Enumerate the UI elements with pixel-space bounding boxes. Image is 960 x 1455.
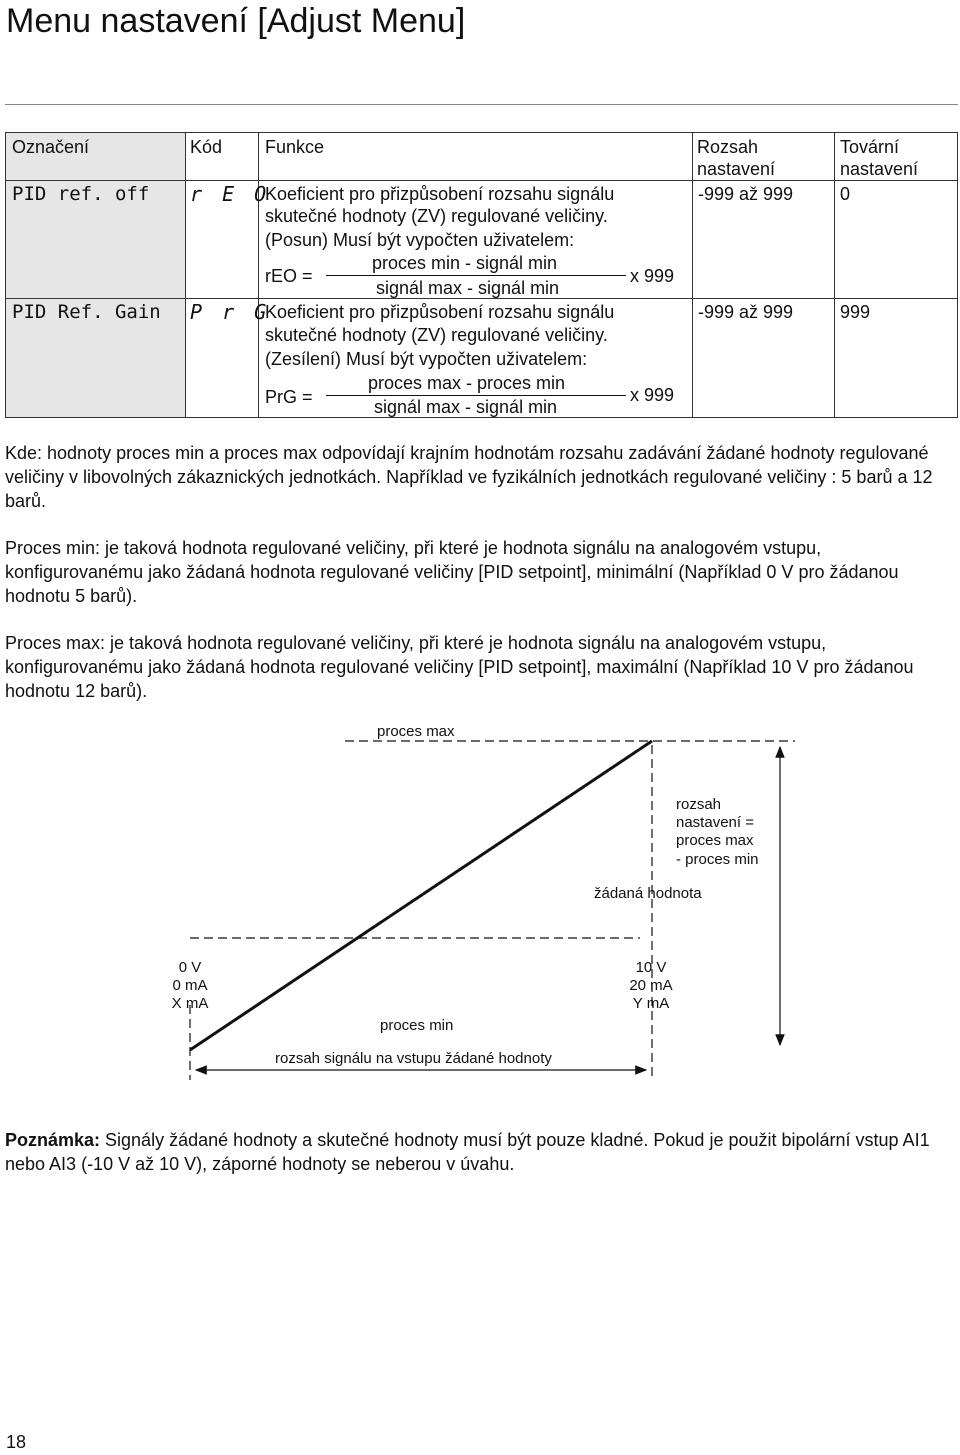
row-kod: r E O [190, 182, 271, 206]
header-tovarni: Tovární [840, 137, 900, 157]
label-left-xma: X mA [171, 995, 209, 1012]
oznaceni-column-shade [6, 133, 185, 417]
page-number: 18 [6, 1432, 27, 1452]
label-right-current: 20 mA [629, 977, 673, 994]
label-rozsah-line: rozsah [676, 796, 722, 813]
table-col-divider [834, 133, 835, 417]
title-divider [5, 104, 958, 105]
paragraph-proces-min: Proces min: je taková hodnota regulované veličiny, při které je hodnota signálu na analogovém vstupu, konfigurovanému jako žádaná hodnota regulované veličiny [PID setpoint], minimální (Například 0 V pro žádanou hodnotu 5 barů). [5, 538, 899, 606]
row-oznaceni: PID Ref. Gain [12, 301, 161, 323]
formula-factor: x 999 [630, 385, 675, 405]
formula-fraction-bar [326, 275, 626, 276]
formula-label: PrG = [265, 387, 313, 407]
formula-factor: x 999 [630, 266, 675, 286]
formula-label: rEO = [265, 266, 313, 286]
label-rozsah-line: nastavení = [676, 814, 754, 831]
label-right-yma: Y mA [632, 995, 670, 1012]
note-label: Poznámka: [5, 1130, 101, 1150]
label-left-current: 0 mA [172, 977, 208, 994]
paragraph-proces-max: Proces max: je taková hodnota regulované veličiny, při které je hodnota signálu na analogovém vstupu, konfigurovanému jako žádaná hodnota regulované veličiny [PID setpoint], maximální (Například 10 V pro žádanou hodnotu 12 barů). [5, 633, 914, 701]
row-rozsah: -999 až 999 [698, 302, 794, 322]
header-oznaceni: Označení [12, 137, 90, 157]
formula-numerator: proces min - signál min [372, 253, 558, 273]
table-col-divider [258, 133, 259, 417]
label-rozsah-line: proces max [676, 832, 754, 849]
row-funkce-line: Koeficient pro přizpůsobení rozsahu signálu [265, 184, 615, 204]
row-funkce-line: skutečné hodnoty (ZV) regulované veličiny. [265, 206, 608, 226]
header-rozsah: Rozsah [697, 137, 759, 157]
row-funkce-line: skutečné hodnoty (ZV) regulované veličiny. [265, 325, 608, 345]
label-left-voltage: 0 V [178, 959, 202, 976]
parameter-table [5, 132, 958, 418]
row-tovarni: 0 [840, 184, 851, 204]
formula-denominator: signál max - signál min [376, 278, 560, 298]
row-tovarni: 999 [840, 302, 871, 322]
note-paragraph [5, 1128, 955, 1176]
header-funkce: Funkce [265, 137, 325, 157]
table-col-divider [185, 133, 186, 417]
label-proces-max: proces max [377, 723, 455, 740]
row-funkce-line: Koeficient pro přizpůsobení rozsahu signálu [265, 302, 615, 322]
note-text: Signály žádané hodnoty a skutečné hodnoty musí být pouze kladné. Pokud je použit bipolární vstup AI1 nebo AI3 (-10 V až 10 V), záporné hodnoty se neberou v úvahu. [5, 1130, 930, 1174]
label-proces-min: proces min [380, 1017, 454, 1034]
row-rozsah: -999 až 999 [698, 184, 794, 204]
label-zadana-hodnota: žádaná hodnota [594, 885, 702, 902]
table-header-divider [6, 180, 957, 181]
characteristic-line [190, 741, 652, 1050]
header-rozsah-line2: nastavení [697, 159, 776, 179]
header-tovarni-line2: nastavení [840, 159, 919, 179]
setpoint-range-diagram [0, 715, 960, 1085]
formula-denominator: signál max - signál min [374, 397, 558, 417]
row-oznaceni: PID ref. off [12, 183, 150, 205]
formula-numerator: proces max - proces min [368, 373, 566, 393]
page-title: Menu nastavení [Adjust Menu] [6, 2, 466, 40]
label-rozsah-line: - proces min [676, 851, 759, 868]
header-kod: Kód [190, 137, 223, 157]
row-funkce-line: (Posun) Musí být vypočten uživatelem: [265, 230, 575, 250]
row-kod: P r G [190, 300, 271, 324]
paragraph-kde: Kde: hodnoty proces min a proces max odpovídají krajním hodnotám rozsahu zadávání žádané hodnoty regulované veličiny v libovolných zákaznických jednotkách. Například ve fyzikálních jednotkách regulované veličiny : 5 barů a 12 barů. [5, 443, 933, 511]
table-col-divider [692, 133, 693, 417]
label-right-voltage: 10 V [635, 959, 667, 976]
label-rozsah-signalu: rozsah signálu na vstupu žádané hodnoty [275, 1050, 552, 1067]
row-funkce-line: (Zesílení) Musí být vypočten uživatelem: [265, 349, 588, 369]
